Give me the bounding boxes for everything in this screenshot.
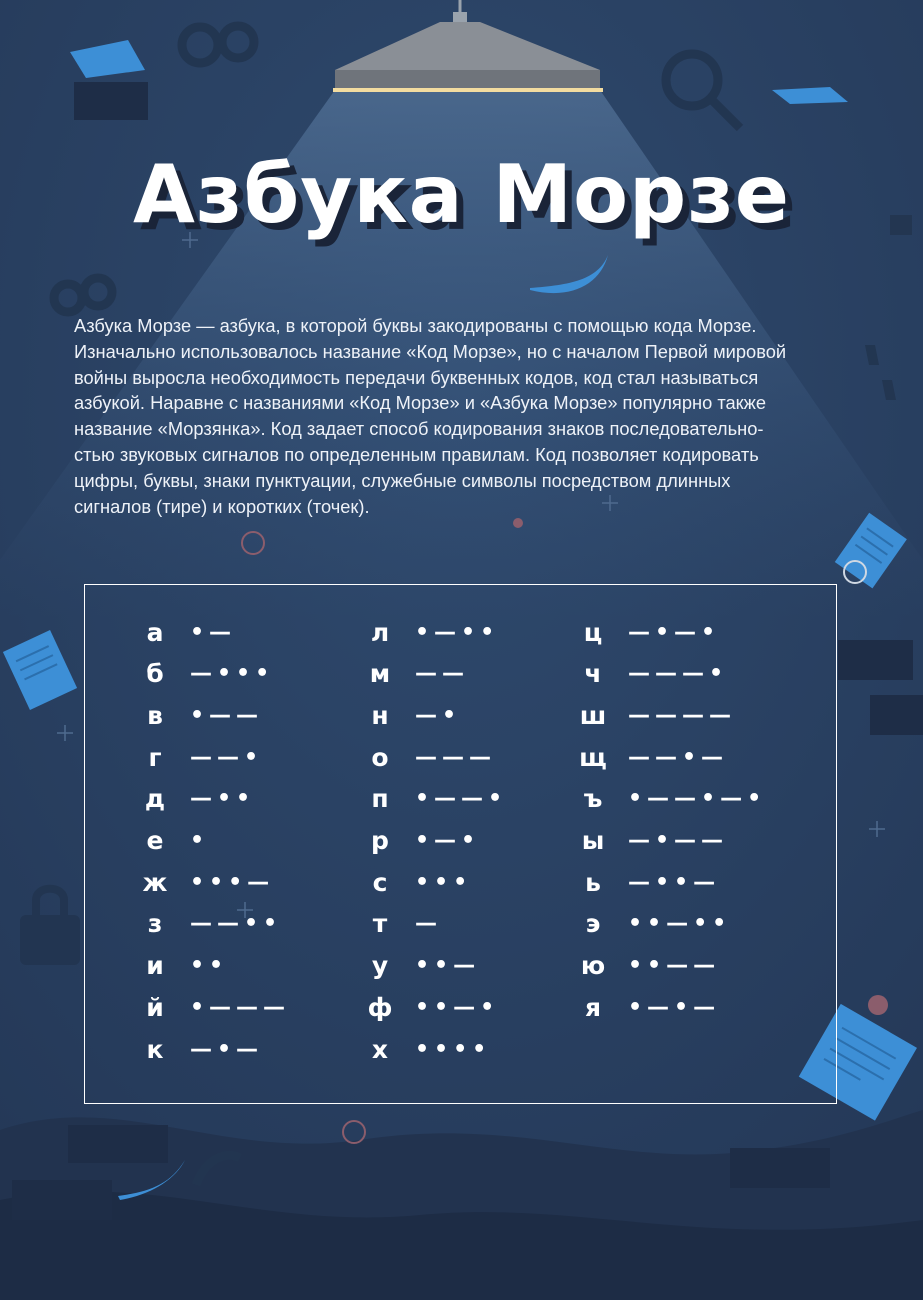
morse-code: ——•— — [628, 744, 729, 770]
morse-row — [130, 616, 236, 648]
morse-row — [568, 741, 728, 773]
morse-row — [355, 950, 480, 982]
morse-letter: ъ — [583, 784, 603, 814]
morse-letter: ы — [581, 826, 605, 855]
intro-line: цифры, буквы, знаки пунктуации, служебные символы посредством длинных — [74, 469, 731, 491]
morse-code: •——• — [415, 786, 508, 812]
morse-row — [130, 950, 228, 982]
morse-row — [130, 741, 263, 773]
morse-letter: щ — [579, 742, 607, 772]
morse-letter: к — [146, 1034, 164, 1064]
morse-letter: и — [146, 951, 164, 981]
morse-letter: а — [146, 617, 164, 647]
intro-line: Изначально использовалось название «Код Морзе», но с началом Первой мировой — [74, 340, 787, 362]
morse-row — [568, 866, 720, 898]
intro-paragraph — [74, 313, 864, 519]
morse-letter: е — [146, 826, 164, 855]
morse-row — [568, 616, 720, 648]
morse-row — [355, 741, 496, 773]
morse-code: •••— — [190, 869, 275, 895]
intro-line: Азбука Морзе — азбука, в которой буквы закодированы с помощью кода Морзе. — [74, 315, 757, 336]
morse-letter: ю — [580, 951, 606, 981]
morse-letter: м — [369, 659, 391, 689]
morse-letter: ч — [584, 659, 602, 689]
morse-code: • — [190, 828, 210, 853]
morse-row — [568, 908, 731, 940]
morse-code: ——•• — [190, 911, 283, 937]
morse-letter: я — [584, 992, 602, 1022]
morse-code: ———— — [628, 702, 736, 728]
morse-letter: т — [372, 909, 388, 939]
morse-letter: р — [371, 826, 389, 855]
intro-line: азбукой. Наравне с названиями «Код Морзе» и «Азбука Морзе» популярно также — [74, 392, 767, 414]
morse-letter: б — [146, 659, 164, 689]
morse-letter: й — [146, 992, 164, 1022]
morse-code: —•• — [190, 786, 256, 812]
morse-letter: д — [144, 784, 166, 814]
morse-code: •—•— — [628, 994, 721, 1020]
morse-code: —• — [415, 702, 462, 728]
morse-code: •—•• — [415, 619, 500, 645]
intro-line: войны выросла необходимость передачи буквенных кодов, код стал называться — [74, 366, 759, 388]
morse-code: ••— — [415, 953, 481, 979]
morse-row — [355, 699, 461, 731]
morse-row — [568, 825, 728, 857]
morse-letter: з — [147, 909, 163, 939]
morse-row — [355, 616, 499, 648]
morse-code: •——— — [190, 994, 291, 1020]
morse-row — [130, 908, 282, 940]
intro-line: стью звуковых сигналов по определенным правилам. Код позволяет кодировать — [74, 443, 759, 465]
morse-letter: о — [371, 742, 389, 772]
morse-code: —••• — [190, 661, 275, 687]
morse-code: •—• — [415, 828, 481, 853]
morse-letter: ж — [142, 867, 168, 897]
morse-row — [130, 1033, 263, 1065]
morse-row — [130, 825, 209, 857]
morse-row — [568, 950, 720, 982]
morse-code: ———• — [628, 661, 729, 687]
morse-code: ——— — [415, 744, 496, 770]
intro-line: название «Морзянка». Код задает способ кодирования знаков последовательно- — [74, 418, 764, 440]
morse-letter: у — [371, 951, 389, 981]
morse-row — [355, 658, 469, 690]
morse-code: ••—• — [415, 994, 500, 1020]
morse-code: —•—— — [628, 828, 729, 853]
intro-line: сигналов (тире) и коротких (точек). — [74, 495, 370, 517]
morse-code: •••• — [415, 1036, 492, 1062]
morse-letter: ц — [583, 617, 603, 647]
morse-letter: ш — [579, 700, 607, 730]
morse-letter: ф — [367, 992, 393, 1022]
morse-letter: в — [147, 700, 163, 730]
morse-row — [568, 699, 736, 731]
morse-letter: г — [148, 742, 162, 772]
morse-code: ••—•• — [628, 911, 732, 937]
morse-code: •——•—• — [628, 786, 767, 812]
morse-code: ••• — [415, 869, 473, 895]
morse-code: —••— — [628, 869, 721, 895]
morse-row — [355, 1033, 491, 1065]
morse-letter: н — [371, 700, 389, 730]
morse-row — [355, 783, 507, 815]
morse-row — [130, 658, 274, 690]
morse-letter: ь — [585, 867, 601, 897]
morse-row — [130, 866, 274, 898]
morse-row — [355, 866, 472, 898]
morse-row — [130, 783, 255, 815]
morse-code: ••—— — [628, 953, 721, 979]
morse-letter: х — [371, 1034, 389, 1064]
morse-row — [568, 783, 766, 815]
morse-row — [355, 991, 499, 1023]
morse-letter: с — [372, 867, 388, 897]
morse-row — [355, 908, 442, 940]
morse-row — [568, 991, 720, 1023]
morse-code: •— — [190, 619, 237, 645]
morse-code: •• — [190, 953, 229, 979]
morse-letter: э — [585, 909, 601, 939]
morse-letter: л — [370, 617, 390, 647]
morse-code: —•— — [190, 1036, 264, 1062]
morse-code: ——• — [190, 744, 264, 770]
morse-row — [130, 991, 290, 1023]
morse-row — [355, 825, 480, 857]
morse-code: —— — [415, 661, 469, 687]
morse-code: •—— — [190, 702, 264, 728]
morse-code: —•—• — [628, 619, 721, 645]
morse-row — [568, 658, 728, 690]
morse-code: — — [415, 911, 442, 937]
morse-row — [130, 699, 263, 731]
morse-letter: п — [371, 784, 389, 814]
page-title: Азбука Морзе — [132, 148, 791, 241]
